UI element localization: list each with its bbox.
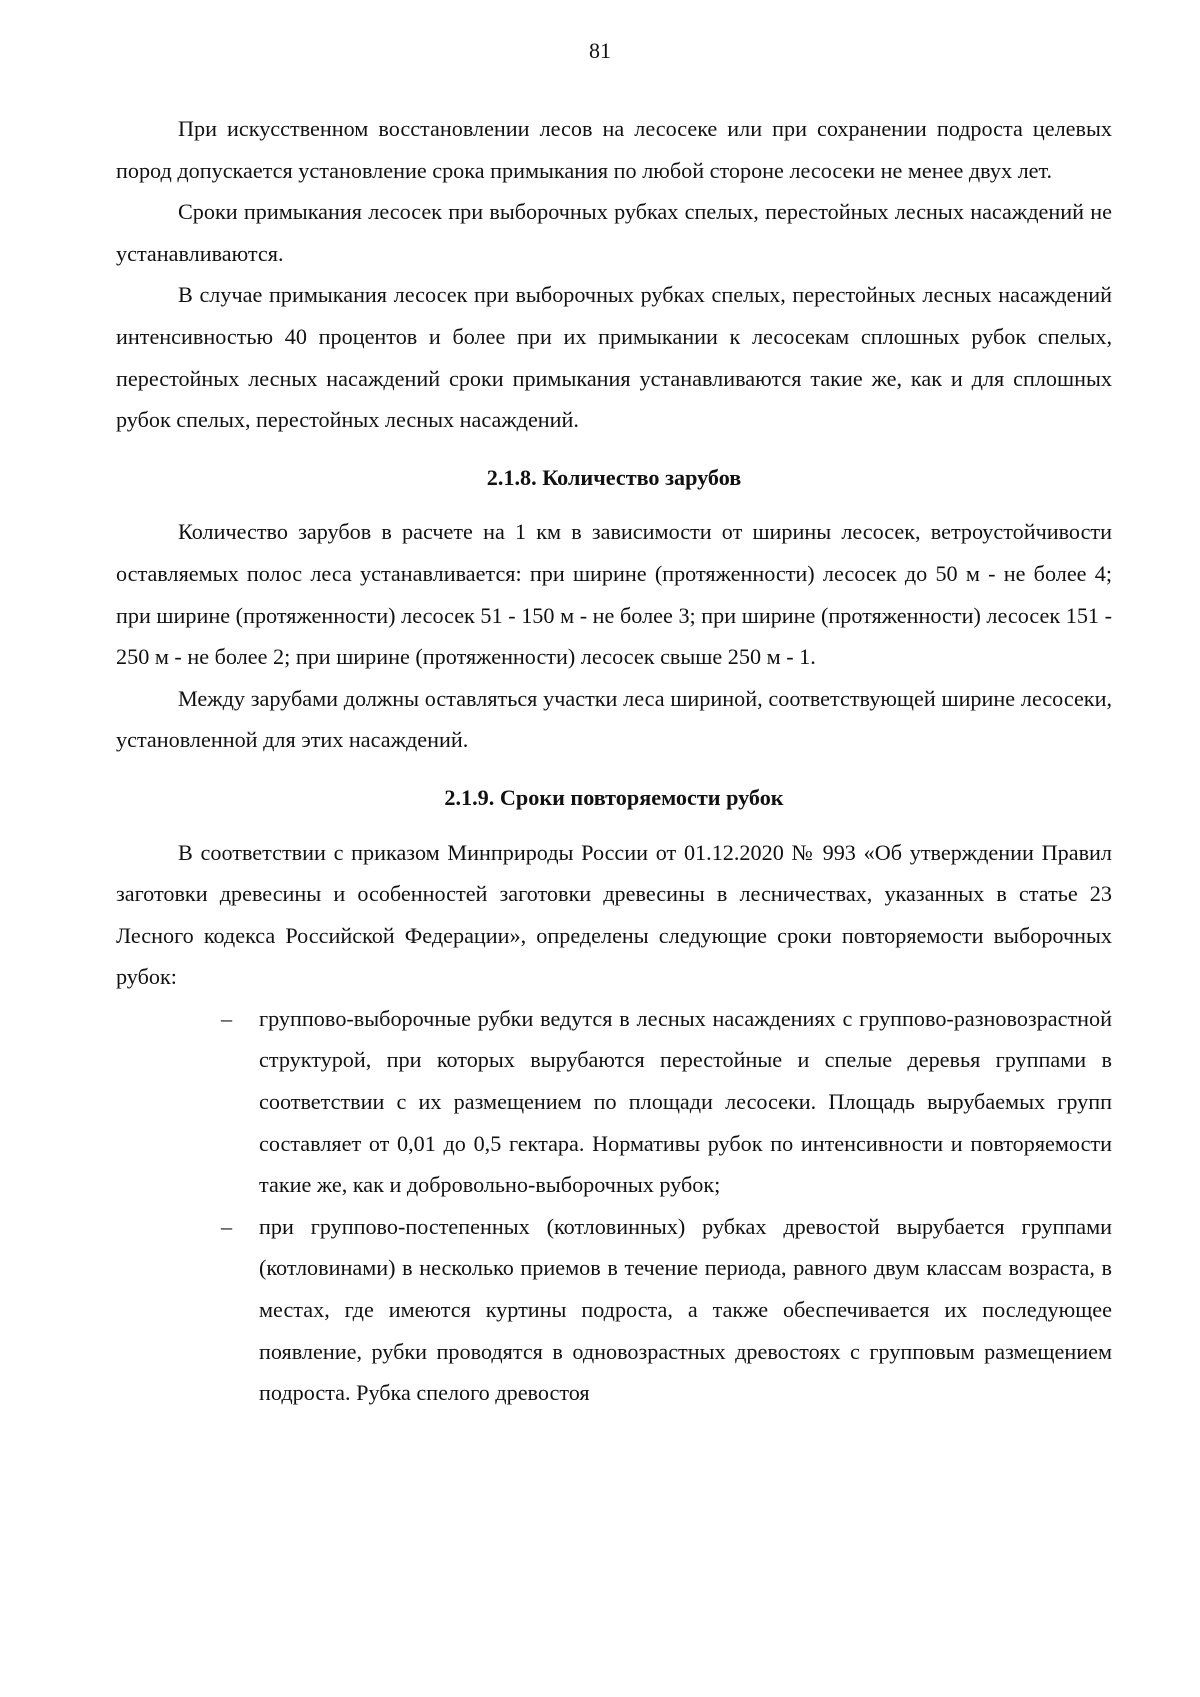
list-item-text: групповo-выборочные рубки ведутся в лесных насаждениях с группово-разновозрастной структурой, при которых вырубаются перестойные и спелые деревья группами в соответствии с их размещением по площади лесосеки. Площадь вырубаемых групп составляет от 0,01 до 0,5 гектара. Нормативы рубок по интенсивности и повторяемости такие же, как и добровольно-выборочных рубок; — [259, 1005, 1112, 1198]
list-item-text: при группово-постепенных (котловинных) рубках древостой вырубается группами (котловинами) в несколько приемов в течение периода, равного двум классам возраста, в местах, где имеются куртины подроста, а также обеспечивается их последующее появление, рубки проводятся в одновозрастных древостоях с групповым размещением подроста. Рубка спелого древостоя — [259, 1213, 1112, 1406]
list-dash-marker: – — [221, 1005, 233, 1031]
paragraph-order-intro: В соответствии с приказом Минприроды России от 01.12.2020 № 993 «Об утверждении Правил заготовки древесины и особенностей заготовки древесины в лесничествах, указанных в статье 23 Лесного кодекса Российской Федерации», определены следующие сроки повторяемости выборочных рубок: — [116, 839, 1112, 990]
page-content — [116, 108, 1112, 1414]
page-number: 81 — [589, 38, 611, 63]
paragraph-selective-adjacency: В случае примыкания лесосек при выборочных рубках спелых, перестойных лесных насаждений интенсивностью 40 процентов и более при их примыкании к лесосекам сплошных рубок спелых, перестойных лесных насаждений сроки примыкания устанавливаются такие же, как и для сплошных рубок спелых, перестойных лесных насаждений. — [116, 282, 1112, 433]
paragraph-reforestation: При искусственном восстановлении лесов на лесосеке или при сохранении подроста целевых пород допускается установление срока примыкания по любой стороне лесосеки не менее двух лет. — [116, 116, 1112, 183]
felling-types-list — [116, 998, 1112, 1414]
paragraph-cuts-count: Количество зарубов в расчете на 1 км в зависимости от ширины лесосек, ветроустойчивости оставляемых полос леса устанавливается: при ширине (протяженности) лесосек до 50 м - не более 4; при ширине (протяженности) лесосек 51 - 150 м - не более 3; при ширине (протяженности) лесосек 151 - 250 м - не более 2; при ширине (протяженности) лесосек свыше 250 м - 1. — [116, 519, 1112, 670]
list-item — [221, 998, 1112, 1206]
paragraph-selective-no-terms: Сроки примыкания лесосек при выборочных рубках спелых, перестойных лесных насаждений не устанавливаются. — [116, 199, 1112, 266]
section-heading-2-1-9: 2.1.9. Сроки повторяемости рубок — [444, 784, 784, 810]
list-dash-marker: – — [221, 1213, 233, 1239]
paragraph-between-cuts: Между зарубами должны оставляться участки леса шириной, соответствующей ширине лесосеки, установленной для этих насаждений. — [116, 685, 1112, 753]
list-item — [221, 1206, 1112, 1414]
section-heading-2-1-8: 2.1.8. Количество зарубов — [486, 464, 742, 490]
